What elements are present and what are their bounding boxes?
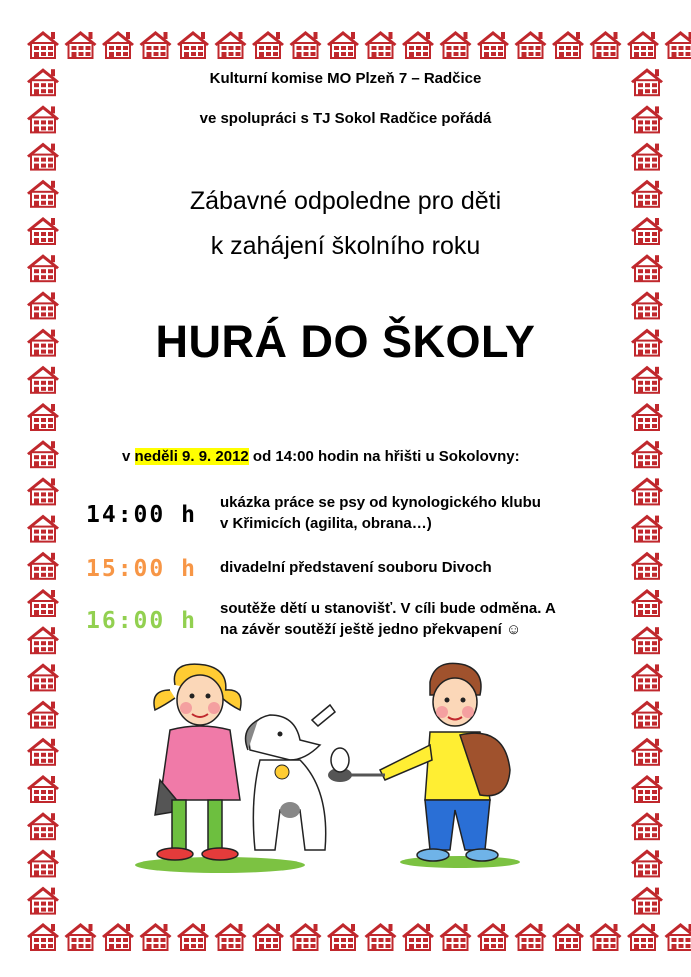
house-icon xyxy=(552,923,584,950)
house-icon xyxy=(27,552,59,579)
boy-figure xyxy=(328,663,510,861)
house-icon xyxy=(631,552,663,579)
house-icon xyxy=(631,775,663,802)
house-icon xyxy=(631,738,663,765)
house-icon xyxy=(27,849,59,876)
program-time-1: 14:00 h xyxy=(86,502,197,528)
house-icon xyxy=(631,589,663,616)
program-desc-1-line-2: v Křimicích (agilita, obrana…) xyxy=(220,515,432,532)
program-desc-3-line-1: soutěže dětí u stanovišť. V cíli bude odměna. A xyxy=(220,600,556,617)
house-icon xyxy=(27,440,59,467)
house-icon xyxy=(631,812,663,839)
house-icon xyxy=(631,849,663,876)
house-icon xyxy=(102,31,134,58)
house-icon xyxy=(140,31,172,58)
program-time-2: 15:00 h xyxy=(86,556,197,582)
house-icon xyxy=(631,440,663,467)
house-icon xyxy=(27,923,59,950)
house-icon xyxy=(27,366,59,393)
house-icon xyxy=(27,515,59,542)
house-icon xyxy=(252,923,284,950)
program-desc-1-line-1: ukázka práce se psy od kynologického klubu xyxy=(220,494,541,511)
house-icon xyxy=(631,626,663,653)
subtitle-line-1: Zábavné odpoledne pro děti xyxy=(189,187,502,215)
program-desc-3 xyxy=(220,598,620,640)
house-icon xyxy=(631,515,663,542)
house-icon xyxy=(65,923,97,950)
house-icon xyxy=(440,923,472,950)
house-icon xyxy=(477,923,509,950)
cooperation-text: ve spolupráci s TJ Sokol Radčice pořádá xyxy=(199,110,492,127)
house-icon xyxy=(102,923,134,950)
house-icon xyxy=(327,31,359,58)
event-date-line xyxy=(122,448,520,465)
house-icon xyxy=(27,887,59,914)
house-icon xyxy=(140,923,172,950)
organizer-text: Kulturní komise MO Plzeň 7 – Radčice xyxy=(209,70,482,87)
program-desc-3-line-2: na závěr soutěží ještě jedno překvapení ☺ xyxy=(220,621,522,638)
house-icon xyxy=(27,291,59,318)
house-icon xyxy=(515,31,547,58)
house-icon xyxy=(631,291,663,318)
house-icon xyxy=(27,589,59,616)
dog-figure xyxy=(246,705,335,850)
house-icon xyxy=(631,477,663,504)
house-icon xyxy=(402,923,434,950)
house-icon xyxy=(27,626,59,653)
house-icon xyxy=(365,923,397,950)
house-icon xyxy=(290,31,322,58)
house-icon xyxy=(290,923,322,950)
house-icon xyxy=(631,403,663,430)
house-icon xyxy=(590,31,622,58)
house-icon xyxy=(552,31,584,58)
main-title: HURÁ DO ŠKOLY xyxy=(155,316,536,367)
house-icon xyxy=(627,31,659,58)
house-icon xyxy=(252,31,284,58)
house-icon xyxy=(177,923,209,950)
house-icon xyxy=(627,923,659,950)
subtitle-line-2: k zahájení školního roku xyxy=(210,232,481,260)
house-icon xyxy=(665,923,691,950)
house-icon xyxy=(27,477,59,504)
house-icon xyxy=(665,31,691,58)
house-icon xyxy=(631,887,663,914)
children-with-dog-illustration xyxy=(130,660,540,890)
house-icon xyxy=(27,31,59,58)
program-desc-2 xyxy=(220,557,620,578)
house-icon xyxy=(215,31,247,58)
girl-figure xyxy=(154,664,241,860)
house-icon xyxy=(327,923,359,950)
house-icon xyxy=(440,31,472,58)
house-icon xyxy=(65,31,97,58)
when-prefix: v xyxy=(122,448,135,465)
house-icon xyxy=(402,31,434,58)
house-icon xyxy=(631,366,663,393)
house-icon xyxy=(590,923,622,950)
program-desc-1 xyxy=(220,492,620,534)
house-icon xyxy=(27,775,59,802)
house-icon xyxy=(631,701,663,728)
house-icon xyxy=(27,812,59,839)
house-icon xyxy=(27,403,59,430)
house-icon xyxy=(27,143,59,170)
house-icon xyxy=(27,701,59,728)
house-icon xyxy=(215,923,247,950)
program-desc-2-line-1: divadelní představení souboru Divoch xyxy=(220,559,492,576)
house-icon xyxy=(365,31,397,58)
house-icon xyxy=(27,663,59,690)
event-date-highlight: neděli 9. 9. 2012 xyxy=(134,448,249,465)
when-suffix: od 14:00 hodin na hřišti u Sokolovny: xyxy=(248,448,520,465)
program-time-3: 16:00 h xyxy=(86,608,197,634)
house-icon xyxy=(631,663,663,690)
house-icon xyxy=(515,923,547,950)
house-icon xyxy=(27,738,59,765)
house-icon xyxy=(177,31,209,58)
house-icon xyxy=(477,31,509,58)
house-icon xyxy=(631,143,663,170)
